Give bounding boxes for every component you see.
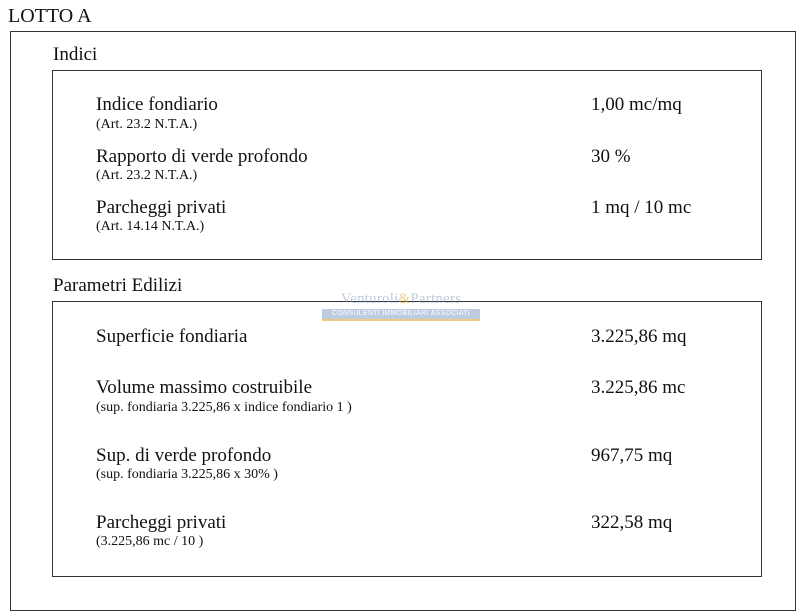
watermark-logo [322, 291, 480, 321]
watermark-name [322, 291, 480, 308]
parametri-note-verde: (sup. fondiaria 3.225,86 x 30% ) [96, 467, 278, 482]
parametri-label-superficie: Superficie fondiaria [96, 326, 248, 347]
parametri-label-volume: Volume massimo costruibile [96, 377, 313, 398]
indici-note-indice-fondiario: (Art. 23.2 N.T.A.) [96, 117, 198, 132]
indici-value-indice-fondiario: 1,00 mc/mq [591, 94, 682, 115]
section-title-parametri: Parametri Edilizi [53, 275, 183, 296]
indici-value-verde-profondo: 30 % [591, 146, 631, 167]
indici-note-verde-profondo: (Art. 23.2 N.T.A.) [96, 168, 198, 183]
parametri-note-volume: (sup. fondiaria 3.225,86 x indice fondiario 1 ) [96, 400, 352, 415]
watermark-ampersand: & [398, 291, 411, 307]
indici-value-parcheggi: 1 mq / 10 mc [591, 197, 692, 218]
section-title-indici: Indici [53, 44, 98, 65]
indici-label-verde-profondo: Rapporto di verde profondo [96, 146, 308, 167]
indici-label-indice-fondiario: Indice fondiario [96, 94, 218, 115]
parametri-value-superficie: 3.225,86 mq [591, 326, 687, 347]
watermark-subtitle: CONSULENTI IMMOBILIARI ASSOCIATI [322, 309, 480, 319]
parametri-label-verde: Sup. di verde profondo [96, 445, 272, 466]
watermark-name-left: Venturoli [340, 291, 399, 307]
indici-label-parcheggi: Parcheggi privati [96, 197, 227, 218]
page-title: LOTTO A [8, 5, 92, 27]
parametri-label-parcheggi: Parcheggi privati [96, 512, 227, 533]
parametri-note-parcheggi: (3.225,86 mc / 10 ) [96, 534, 204, 549]
parametri-value-volume: 3.225,86 mc [591, 377, 686, 398]
parametri-value-parcheggi: 322,58 mq [591, 512, 673, 533]
parametri-value-verde: 967,75 mq [591, 445, 673, 466]
watermark-name-right: Partners [410, 291, 462, 307]
indici-note-parcheggi: (Art. 14.14 N.T.A.) [96, 219, 205, 234]
watermark-bar [322, 319, 480, 321]
